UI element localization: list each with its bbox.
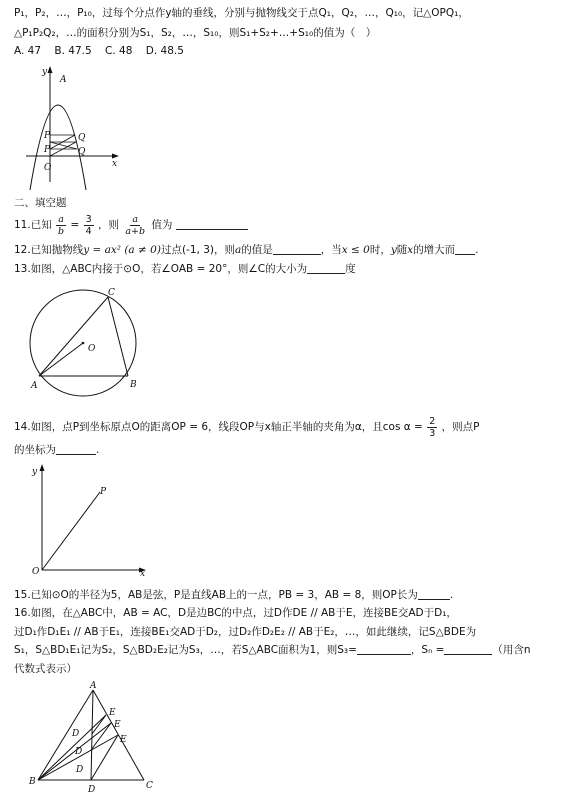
question-13: 13.如图，△ABC内接于⊙O，若∠OAB = 20°，则∠C的大小为 度	[14, 263, 356, 275]
label-A: A	[31, 381, 38, 391]
label-y: y	[32, 467, 38, 477]
label-C: C	[146, 781, 153, 791]
label-B: B	[130, 380, 137, 390]
label-P: P	[100, 487, 107, 497]
answer-blank-12a[interactable]	[273, 243, 321, 255]
option-d: D. 48.5	[145, 45, 184, 57]
label-A: A	[90, 681, 97, 691]
question-16-line3: S₁，S△BD₁E₁记为S₂，S△BD₂E₂记为S₃，…，若S△ABC面积为1，则S₃= ，Sₙ = （用含n	[14, 644, 531, 656]
question-16-line4: 代数式表示）	[14, 663, 77, 675]
q10-options	[14, 44, 184, 58]
label-Q2: Q	[78, 133, 86, 143]
label-P2: P	[44, 131, 51, 141]
parabola-figure	[20, 62, 120, 192]
question-11: 11.已知 $\frac{a}{b}$ = $\frac{3}{4}$ ，则 $\frac{a}{a+b}$ 值为	[14, 213, 248, 237]
label-E1: E	[114, 720, 121, 730]
question-16-line1: 16.如图，在△ABC中，AB = AC，D是边BC的中点，过D作DE // AB于E，连接BE交AD于D₁，	[14, 607, 457, 619]
label-B: B	[29, 777, 36, 787]
q10-line1: P₁，P₂，…，P₁₀，过每个分点作y轴的垂线，分别与抛物线交于点Q₁，Q₂，…，Q₁₀，记△OPQ₁，	[14, 7, 469, 19]
label-O: O	[88, 344, 96, 354]
answer-blank-15[interactable]	[418, 588, 450, 600]
section-title: 二、填空题	[14, 197, 67, 209]
answer-blank-16b[interactable]	[444, 643, 492, 655]
label-P1: P	[44, 145, 51, 155]
label-E2: E	[109, 708, 116, 718]
q10-line2: △P₁P₂Q₂，…的面积分别为S₁，S₂，…，S₁₀，则S₁+S₂+…+S₁₀的值为（ ）	[14, 27, 377, 39]
label-D: D	[88, 785, 96, 795]
label-A: A	[60, 75, 67, 85]
circle-figure	[20, 285, 150, 400]
label-D2: D	[72, 729, 80, 739]
answer-blank-12b[interactable]	[455, 243, 475, 255]
option-c: C. 48	[105, 45, 133, 57]
option-b: B. 47.5	[54, 45, 92, 57]
coordinate-figure	[20, 462, 160, 582]
label-x: x	[112, 159, 118, 169]
label-O: O	[32, 567, 40, 577]
answer-blank-14[interactable]	[56, 443, 96, 455]
triangle-figure	[20, 682, 160, 794]
answer-blank-11[interactable]	[176, 218, 248, 230]
label-x: x	[140, 569, 146, 579]
label-D-mid: D	[76, 765, 84, 775]
label-O: O	[44, 163, 52, 173]
option-a: A. 47	[14, 45, 42, 57]
answer-blank-13[interactable]	[307, 262, 345, 274]
question-14-line2: 的坐标为 .	[14, 444, 100, 456]
question-16-line2: 过D₁作D₁E₁ // AB于E₁，连接BE₁交AD于D₂，过D₂作D₂E₂ // AB于E₂，…，如此继续，记S△BDE为	[14, 626, 477, 638]
label-D1: D	[75, 747, 83, 757]
label-E: E	[120, 735, 127, 745]
question-15: 15.已知⊙O的半径为5，AB是弦，P是直线AB上的一点，PB = 3，AB = 8，则OP长为 .	[14, 589, 454, 601]
question-14-line1: 14.如图，点P到坐标原点O的距离OP = 6，线段OP与x轴正半轴的夹角为α，且cos α = $\frac{2}{3}$ ，则点P	[14, 415, 480, 439]
answer-blank-16a[interactable]	[357, 643, 411, 655]
label-y: y	[42, 67, 48, 77]
question-12: 12.已知抛物线y = ax² (a ≠ 0)过点(-1, 3)，则a的值是 ，当x ≤ 0时，y随x的增大而 .	[14, 244, 479, 256]
label-Q1: Q	[78, 147, 86, 157]
label-C: C	[108, 288, 115, 298]
